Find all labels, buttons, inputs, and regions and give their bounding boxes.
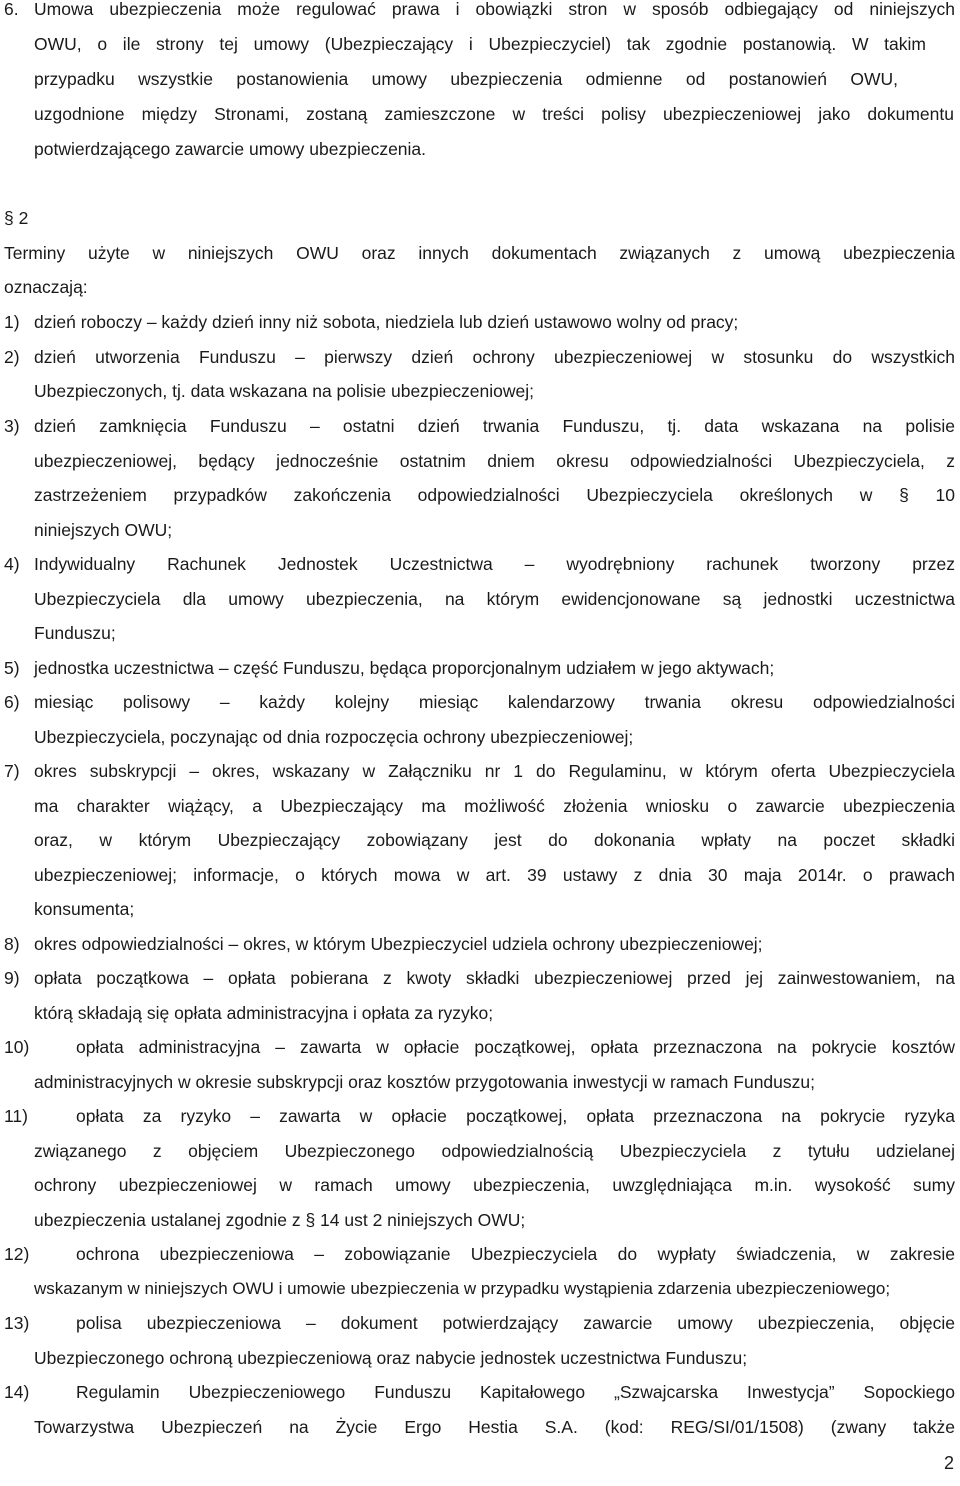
item-line: ochrona ubezpieczeniowa – zobowiązanie Ubezpieczyciela do wypłaty świadczenia, w zakresie [76,1244,955,1264]
item-number: 13) [4,1313,30,1333]
item-line: Indywidualny Rachunek Jednostek Uczestnictwa – wyodrębniony rachunek tworzony przez [34,554,955,574]
item-line: miesiąc polisowy – każdy kolejny miesiąc kalendarzowy trwania okresu odpowiedzialności [34,692,955,712]
item-line: dzień zamknięcia Funduszu – ostatni dzień trwania Funduszu, tj. data wskazana na polisie [34,416,955,436]
item-number: 10) [4,1037,30,1057]
item-number: 14) [4,1382,30,1402]
section-lead-line: oznaczają: [4,277,88,297]
item-number: 8) [4,934,20,954]
item-line: Ubezpieczonego ochroną ubezpieczeniową oraz nabycie jednostek uczestnictwa Funduszu; [34,1348,748,1368]
item-number: 7) [4,761,20,781]
item-line: związanego z objęciem Ubezpieczonego odpowiedzialnością Ubezpieczyciela z tytułu udzielanej [34,1141,955,1161]
item-number: 2) [4,347,20,367]
item-line: ma charakter wiążący, a Ubezpieczający ma możliwość złożenia wniosku o zawarcie ubezpieczenia [34,796,955,816]
item-line: Towarzystwa Ubezpieczeń na Życie Ergo Hestia S.A. (kod: REG/SI/01/1508) (zwany także [34,1417,955,1437]
item-number: 3) [4,416,20,436]
intro-line: OWU, o ile strony tej umowy (Ubezpieczający i Ubezpieczyciel) tak zgodnie postanowią. W takim [34,34,926,54]
section-lead-line: Terminy użyte w niniejszych OWU oraz innych dokumentach związanych z umową ubezpieczenia [4,243,955,263]
item-number: 1) [4,312,20,332]
intro-line: przypadku wszystkie postanowienia umowy ubezpieczenia odmienne od postanowień OWU, [34,69,898,89]
item-line: Ubezpieczyciela dla umowy ubezpieczenia, na którym ewidencjonowane są jednostki uczestnictwa [34,589,955,609]
item-line: Ubezpieczyciela, poczynając od dnia rozpoczęcia ochrony ubezpieczeniowej; [34,727,634,747]
item-line: dzień utworzenia Funduszu – pierwszy dzień ochrony ubezpieczeniowej w stosunku do wszystkich [34,347,955,367]
item-line: dzień roboczy – każdy dzień inny niż sobota, niedziela lub dzień ustawowo wolny od pracy; [34,312,739,332]
page-number: 2 [943,1453,954,1473]
item-line: ubezpieczeniowej, będący jednocześnie ostatnim dniem okresu odpowiedzialności Ubezpieczyciela, z [34,451,955,471]
item-line: polisa ubezpieczeniowa – dokument potwierdzający zawarcie umowy ubezpieczenia, objęcie [76,1313,955,1333]
item-number: 12) [4,1244,30,1264]
item-line: ubezpieczenia ustalanej zgodnie z § 14 ust 2 niniejszych OWU; [34,1210,526,1230]
item-line: opłata administracyjna – zawarta w opłacie początkowej, opłata przeznaczona na pokrycie kosztów [76,1037,955,1057]
item-line: oraz, w którym Ubezpieczający zobowiązany jest do dokonania wpłaty na poczet składki [34,830,955,850]
paragraph-number: 6. [4,0,19,19]
item-line: którą składają się opłata administracyjna i opłata za ryzyko; [34,1003,494,1023]
item-number: 6) [4,692,20,712]
item-number: 11) [4,1106,28,1126]
intro-line: Umowa ubezpieczenia może regulować prawa i obowiązki stron w sposób odbiegający od niniejszych [34,0,955,19]
item-number: 5) [4,658,20,678]
item-line: administracyjnych w okresie subskrypcji oraz kosztów przygotowania inwestycji w ramach Funduszu; [34,1072,815,1092]
section-heading: § 2 [4,208,29,228]
intro-line: potwierdzającego zawarcie umowy ubezpieczenia. [34,139,427,159]
item-line: jednostka uczestnictwa – część Funduszu, będąca proporcjonalnym udziałem w jego aktywach; [34,658,775,678]
item-number: 9) [4,968,20,988]
item-line: Ubezpieczonych, tj. data wskazana na polisie ubezpieczeniowej; [34,381,535,401]
item-line: opłata początkowa – opłata pobierana z kwoty składki ubezpieczeniowej przed jej zainwestowaniem, na [34,968,955,988]
item-line: okres subskrypcji – okres, wskazany w Załączniku nr 1 do Regulaminu, w którym oferta Ubezpieczyciela [34,761,955,781]
item-line: zastrzeżeniem przypadków zakończenia odpowiedzialności Ubezpieczyciela określonych w § 10 [34,485,955,505]
item-line: ubezpieczeniowej; informacje, o których mowa w art. 39 ustawy z dnia 30 maja 2014r. o prawach [34,865,955,885]
item-line: ochrony ubezpieczeniowej w ramach umowy ubezpieczenia, uwzględniająca m.in. wysokość sumy [34,1175,955,1195]
intro-line: uzgodnione między Stronami, zostaną zamieszczone w treści polisy ubezpieczeniowej jako dokumentu [34,104,954,124]
item-line: opłata za ryzyko – zawarta w opłacie początkowej, opłata przeznaczona na pokrycie ryzyka [76,1106,955,1126]
item-line: niniejszych OWU; [34,520,173,540]
item-line: wskazanym w niniejszych OWU i umowie ubezpieczenia w przypadku wystąpienia zdarzenia ubezpieczeniowego; [34,1279,891,1298]
item-line: okres odpowiedzialności – okres, w którym Ubezpieczyciel udziela ochrony ubezpieczeniowej; [34,934,763,954]
item-line: Funduszu; [34,623,116,643]
item-number: 4) [4,554,20,574]
item-line: Regulamin Ubezpieczeniowego Funduszu Kapitałowego „Szwajcarska Inwestycja” Sopockiego [76,1382,955,1402]
item-line: konsumenta; [34,899,135,919]
